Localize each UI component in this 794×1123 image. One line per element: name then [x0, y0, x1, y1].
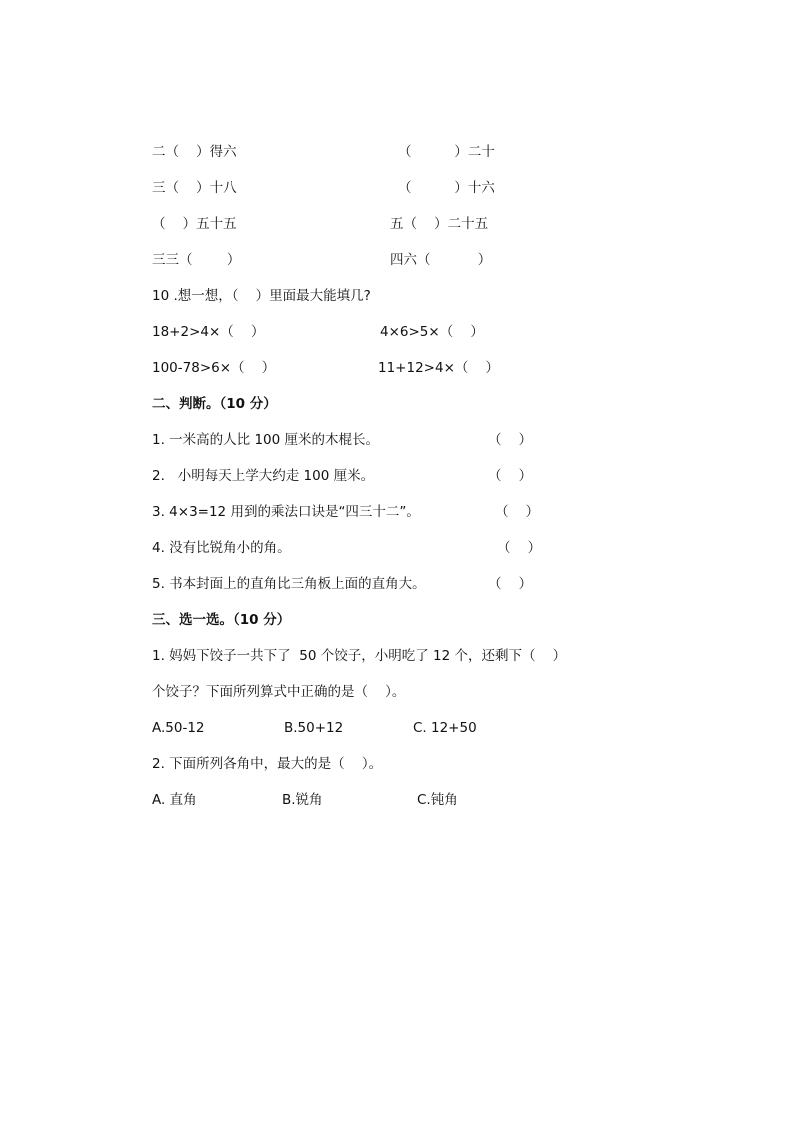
choice-option-c: C. 12+50: [413, 720, 477, 736]
inequality-left: 100-78>6×（ ）: [152, 360, 276, 376]
section-heading-judge: 二、判断。（10 分）: [152, 396, 277, 412]
rhyme-right: （ ）二十: [398, 144, 495, 160]
judge-item-paren: （ ）: [497, 540, 542, 556]
inequality-right: 4×6>5×（ ）: [380, 324, 484, 340]
choice-option-b: B.50+12: [284, 720, 344, 736]
rhyme-right: （ ）十六: [398, 180, 495, 196]
section-heading-choose: 三、选一选。（10 分）: [152, 612, 291, 628]
rhyme-right: 五（ ）二十五: [390, 216, 489, 232]
judge-item-paren: （ ）: [488, 432, 533, 448]
rhyme-left: 三三（ ）: [152, 252, 241, 268]
rhyme-left: （ ）五十五: [152, 216, 237, 232]
judge-item-paren: （ ）: [495, 504, 540, 520]
judge-item-text: 4. 没有比锐角小的角。: [152, 540, 291, 556]
judge-item-text: 3. 4×3=12 用到的乘法口诀是“四三十二”。: [152, 504, 420, 520]
judge-item-paren: （ ）: [488, 468, 533, 484]
choice-question-1-line-1: 1. 妈妈下饺子一共下了 50 个饺子，小明吃了 12 个，还剩下（ ）: [152, 648, 567, 664]
rhyme-right: 四六（ ）: [390, 252, 492, 268]
choice-question-1-line-2: 个饺子？下面所列算式中正确的是（ ）。: [152, 684, 406, 700]
choice-option-a: A. 直角: [152, 792, 197, 808]
question-10-title: 10 .想一想，（ ）里面最大能填几?: [152, 288, 371, 304]
inequality-right: 11+12>4×（ ）: [378, 360, 500, 376]
judge-item-text: 5. 书本封面上的直角比三角板上面的直角大。: [152, 576, 426, 592]
rhyme-left: 二（ ）得六: [152, 144, 237, 160]
choice-option-a: A.50-12: [152, 720, 205, 736]
judge-item-text: 2. 小明每天上学大约走 100 厘米。: [152, 468, 375, 484]
judge-item-paren: （ ）: [488, 576, 533, 592]
judge-item-text: 1. 一米高的人比 100 厘米的木棍长。: [152, 432, 380, 448]
choice-option-b: B.锐角: [282, 792, 323, 808]
choice-question-2: 2. 下面所列各角中，最大的是（ ）。: [152, 756, 383, 772]
inequality-left: 18+2>4×（ ）: [152, 324, 265, 340]
rhyme-left: 三（ ）十八: [152, 180, 237, 196]
choice-option-c: C.钝角: [417, 792, 458, 808]
